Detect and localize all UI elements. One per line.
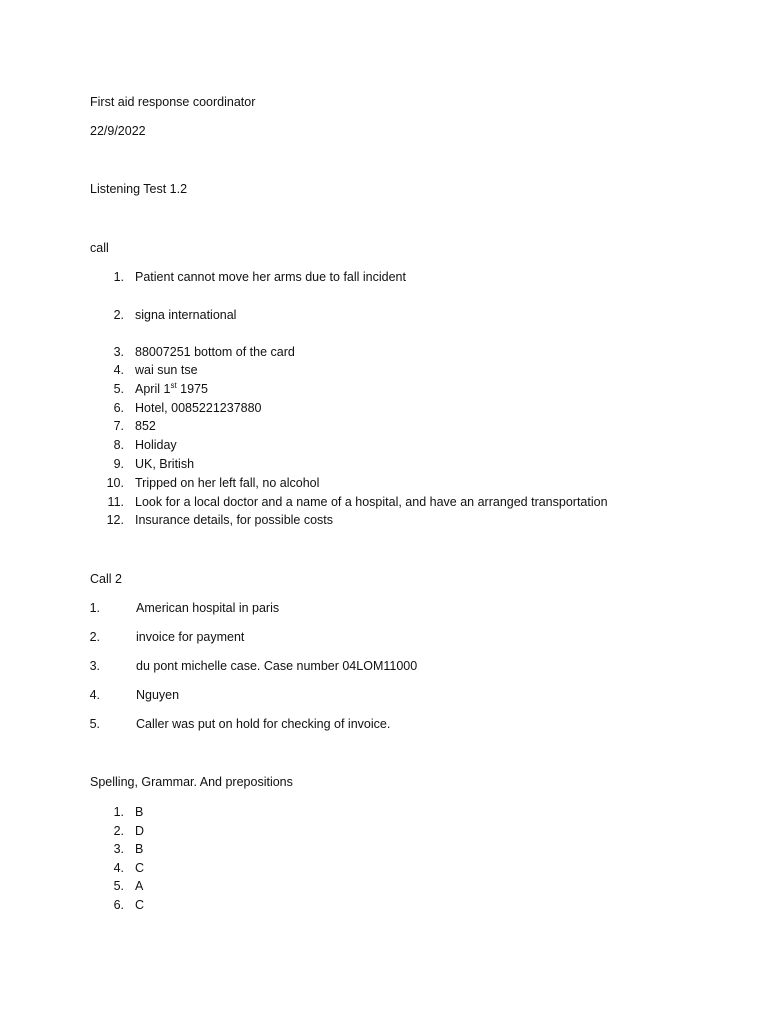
call1-item-text: Look for a local doctor and a name of a hospital, and have an arranged transportation xyxy=(135,495,608,509)
call1-item-number: 5. xyxy=(113,382,124,396)
grammar-item-text: C xyxy=(135,898,145,912)
call1-item-number: 4. xyxy=(113,363,124,377)
call1-item-text: Insurance details, for possible costs xyxy=(135,513,334,527)
call1-item-number: 9. xyxy=(113,457,124,471)
call2-item-text: American hospital in paris xyxy=(136,601,280,615)
call1-item-number: 10. xyxy=(106,476,124,490)
call1-heading: call xyxy=(90,241,109,255)
grammar-item-text: A xyxy=(135,879,144,893)
call1-item-text: wai sun tse xyxy=(135,363,198,377)
call2-item-text: invoice for payment xyxy=(136,630,245,644)
call1-item-number: 12. xyxy=(106,513,124,527)
call1-item-number: 6. xyxy=(113,401,124,415)
grammar-item-text: D xyxy=(135,824,145,838)
call2-item-number: 5. xyxy=(89,717,100,731)
call2-item-text: Nguyen xyxy=(136,688,180,702)
grammar-item-text: B xyxy=(135,842,144,856)
call1-item-number: 7. xyxy=(113,419,124,433)
grammar-item-number: 2. xyxy=(113,824,124,838)
call2-item-text: du pont michelle case. Case number 04LOM11000 xyxy=(136,659,418,673)
grammar-item-text: B xyxy=(135,805,144,819)
document-title: First aid response coordinator xyxy=(90,95,256,109)
call1-item-text: Hotel, 0085221237880 xyxy=(135,401,262,415)
grammar-item-text: C xyxy=(135,861,145,875)
call1-item-number: 2. xyxy=(113,308,124,322)
grammar-item-number: 6. xyxy=(113,898,124,912)
call1-item-text: April 1st 1975 xyxy=(135,381,208,396)
call1-item-text: signa international xyxy=(135,308,237,322)
call1-item-text: 88007251 bottom of the card xyxy=(135,345,295,359)
call1-item-number: 3. xyxy=(113,345,124,359)
call2-item-number: 2. xyxy=(89,630,100,644)
call2-heading: Call 2 xyxy=(90,572,122,586)
document-date: 22/9/2022 xyxy=(90,124,146,138)
call1-item-text: Tripped on her left fall, no alcohol xyxy=(135,476,320,490)
call1-item-text: Patient cannot move her arms due to fall incident xyxy=(135,270,406,284)
grammar-item-number: 3. xyxy=(113,842,124,856)
call2-item-text: Caller was put on hold for checking of invoice. xyxy=(136,717,391,731)
call1-item-number: 8. xyxy=(113,438,124,452)
call2-item-number: 3. xyxy=(89,659,100,673)
call1-item-text: UK, British xyxy=(135,457,195,471)
grammar-item-number: 1. xyxy=(113,805,124,819)
grammar-item-number: 4. xyxy=(113,861,124,875)
grammar-item-number: 5. xyxy=(113,879,124,893)
call1-item-text: Holiday xyxy=(135,438,177,452)
test-title: Listening Test 1.2 xyxy=(90,182,188,196)
call2-item-number: 4. xyxy=(89,688,100,702)
call1-item-number: 11. xyxy=(107,495,124,509)
call1-item-number: 1. xyxy=(113,270,124,284)
call2-item-number: 1. xyxy=(89,601,100,615)
grammar-heading: Spelling, Grammar. And prepositions xyxy=(90,775,293,789)
call1-item-text: 852 xyxy=(135,419,156,433)
